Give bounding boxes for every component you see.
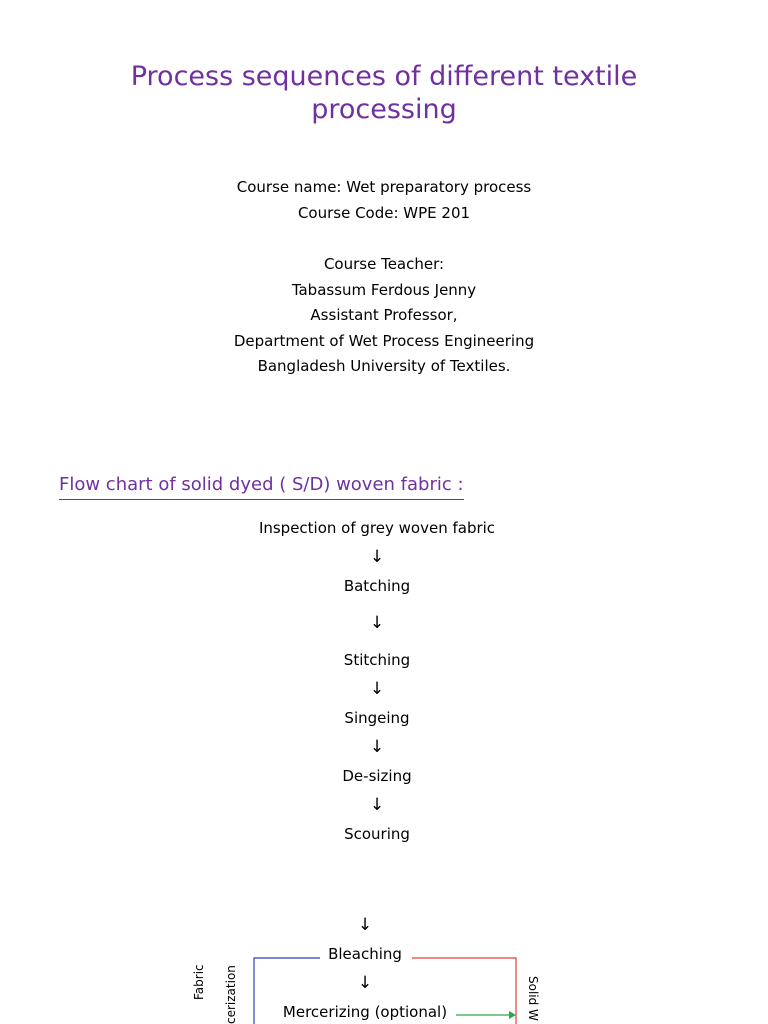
flow-arrow: ↓ xyxy=(369,613,385,633)
title-line-2: processing xyxy=(311,94,457,125)
flow-arrow: ↓ xyxy=(369,547,385,567)
flow-arrow: ↓ xyxy=(369,679,385,699)
flowchart-heading: Flow chart of solid dyed ( S/D) woven fabric : xyxy=(59,473,464,500)
title-line-1: Process sequences of different textile xyxy=(130,61,638,92)
flow-arrow: ↓ xyxy=(369,737,385,757)
step-singeing: Singeing xyxy=(344,709,410,727)
right-branch-line xyxy=(412,958,516,1024)
course-name: Course name: Wet preparatory process xyxy=(236,178,532,196)
flow-arrow: ↓ xyxy=(357,915,373,935)
course-code: Course Code: WPE 201 xyxy=(297,203,471,222)
step-bleaching: Bleaching xyxy=(328,945,402,963)
step-scouring: Scouring xyxy=(344,825,410,843)
left-branch-line xyxy=(254,958,320,1024)
course-teacher-label: Course Teacher: xyxy=(323,255,445,273)
step-desizing: De-sizing xyxy=(342,767,412,785)
flow-arrow: ↓ xyxy=(357,973,373,993)
left-branch-label-2: cerization xyxy=(224,965,238,1024)
mercerizing-arrow-head xyxy=(509,1011,516,1019)
step-inspection: Inspection of grey woven fabric xyxy=(258,519,496,537)
teacher-name: Tabassum Ferdous Jenny xyxy=(291,280,477,299)
left-branch-label-1: Fabric xyxy=(192,964,206,1000)
department: Department of Wet Process Engineering xyxy=(233,331,535,350)
university: Bangladesh University of Textiles. xyxy=(257,357,511,375)
teacher-designation: Assistant Professor, xyxy=(310,306,458,324)
right-branch-label: Solid W xyxy=(526,976,540,1021)
step-batching: Batching xyxy=(343,577,411,595)
step-stitching: Stitching xyxy=(343,651,411,669)
step-mercerizing: Mercerizing (optional) xyxy=(282,1003,448,1021)
flow-arrow: ↓ xyxy=(369,795,385,815)
